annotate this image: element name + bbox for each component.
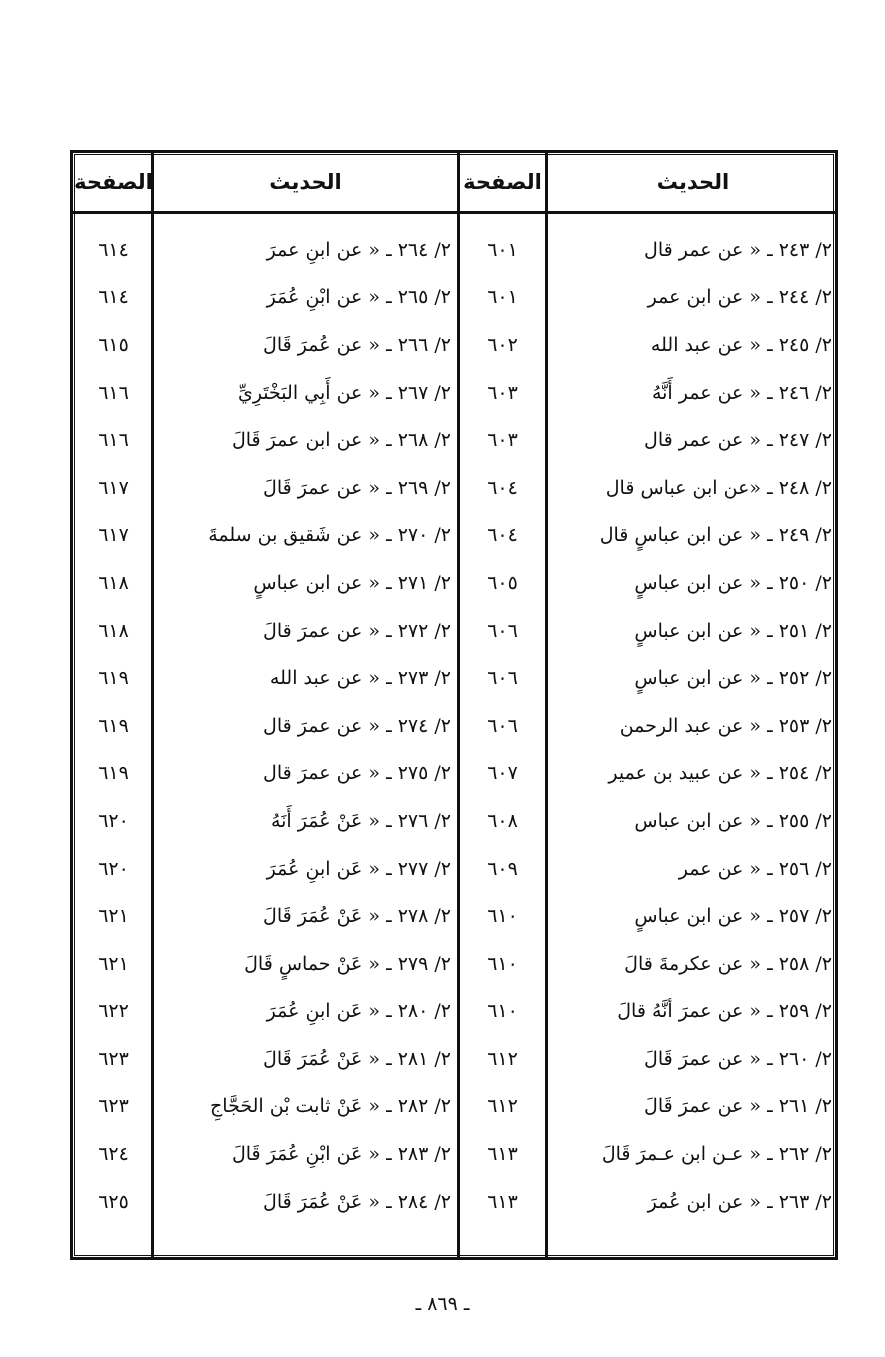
page-ref: ٦٠٦	[487, 667, 518, 690]
hadith-entry: ٢/ ٢٥٦ ـ « عن عمر	[678, 857, 832, 880]
page-ref: ٦٢١	[98, 952, 129, 975]
hadith-entry: ٢/ ٢٤٧ ـ « عن عمر قال	[644, 429, 832, 452]
header-left-page: الصفحة	[74, 170, 153, 194]
page-ref: ٦٠٨	[487, 809, 518, 832]
hadith-entry: ٢/ ٢٥١ ـ « عن ابن عباسٍ	[634, 619, 832, 642]
page-ref: ٦٠٧	[487, 762, 518, 785]
header-right-page: الصفحة	[463, 170, 542, 194]
page-ref: ٦٢٥	[98, 1190, 129, 1213]
page-ref: ٦٠١	[487, 238, 518, 261]
hadith-entry: ٢/ ٢٧١ ـ « عن ابن عباسٍ	[253, 571, 451, 594]
header-right-hadith: الحديث	[656, 170, 730, 194]
page-ref: ٦١٧	[98, 524, 129, 547]
page-ref: ٦٢٤	[98, 1143, 129, 1166]
hadith-entry: ٢/ ٢٥٩ ـ « عن عمرَ أنَّهُ قالَ	[617, 1000, 832, 1023]
hadith-entry: ٢/ ٢٦٠ ـ « عن عمرَ قَالَ	[644, 1047, 832, 1070]
page-ref: ٦٢٣	[98, 1047, 129, 1070]
hadith-entry: ٢/ ٢٧٠ ـ « عن شَقيق بن سلمةَ	[208, 524, 451, 547]
page-ref: ٦٠٦	[487, 619, 518, 642]
hadith-entry: ٢/ ٢٧٢ ـ « عن عمرَ قالَ	[263, 619, 451, 642]
page-ref: ٦١٢	[487, 1047, 518, 1070]
page-ref: ٦٢٣	[98, 1095, 129, 1118]
hadith-entry: ٢/ ٢٦٦ ـ « عن عُمرَ قَالَ	[263, 333, 451, 356]
hadith-entry: ٢/ ٢٦٧ ـ « عن أَبِي البَخْتَرِيِّ	[237, 381, 451, 404]
header-divider	[73, 211, 835, 214]
hadith-entry: ٢/ ٢٤٣ ـ « عن عمر قال	[644, 238, 832, 261]
index-table	[70, 150, 838, 1260]
hadith-entry: ٢/ ٢٧٩ ـ « عَنْ حماسٍ قَالَ	[244, 952, 451, 975]
page-ref: ٦٠٤	[487, 524, 518, 547]
page-ref: ٦١٨	[98, 619, 129, 642]
page-ref: ٦٠٣	[487, 429, 518, 452]
hadith-entry: ٢/ ٢٨٢ ـ « عَنْ ثابت بْن الحَجَّاجِ	[210, 1095, 451, 1118]
page-ref: ٦١٩	[98, 714, 129, 737]
hadith-entry: ٢/ ٢٨٣ ـ « عَن ابْنِ عُمَرَ قَالَ	[231, 1143, 451, 1166]
header-left-hadith: الحديث	[269, 170, 342, 194]
hadith-entry: ٢/ ٢٥٤ ـ « عن عبيد بن عمير	[608, 762, 832, 785]
page-ref: ٦١٥	[98, 333, 129, 356]
left-hadith-column	[154, 226, 451, 1225]
page-ref: ٦١٠	[487, 1000, 518, 1023]
page-ref: ٦١٨	[98, 571, 129, 594]
hadith-entry: ٢/ ٢٨٠ ـ « عَن ابنِ عُمَرَ	[266, 1000, 451, 1023]
hadith-entry: ٢/ ٢٦٨ ـ « عن ابن عمرَ قَالَ	[231, 429, 451, 452]
hadith-entry: ٢/ ٢٧٨ ـ « عَنْ عُمَرَ قَالَ	[263, 905, 451, 928]
hadith-entry: ٢/ ٢٨٤ ـ « عَنْ عُمَرَ قَالَ	[263, 1190, 451, 1213]
page-ref: ٦١٧	[98, 476, 129, 499]
page-ref: ٦٠٩	[487, 857, 518, 880]
hadith-entry: ٢/ ٢٨١ ـ « عَنْ عُمَرَ قَالَ	[263, 1047, 451, 1070]
right-page-column	[460, 226, 545, 1225]
right-hadith-column	[548, 226, 832, 1225]
page-ref: ٦٠٥	[487, 571, 518, 594]
page-number: ـ ٨٦٩ ـ	[415, 1293, 470, 1315]
page-ref: ٦٢٠	[98, 857, 129, 880]
hadith-entry: ٢/ ٢٤٤ ـ « عن ابن عمر	[647, 286, 832, 309]
hadith-entry: ٢/ ٢٤٦ ـ « عن عمر أَنَّهُ	[651, 381, 832, 404]
hadith-entry: ٢/ ٢٧٤ ـ « عن عمرَ قال	[263, 714, 451, 737]
page-ref: ٦١٦	[98, 429, 129, 452]
hadith-entry: ٢/ ٢٧٥ ـ « عن عمرَ قال	[263, 762, 451, 785]
hadith-entry: ٢/ ٢٧٦ ـ « عَنْ عُمَرَ أَنَهُ	[270, 809, 451, 832]
page-ref: ٦١٩	[98, 667, 129, 690]
hadith-entry: ٢/ ٢٥٥ ـ « عن ابن عباس	[634, 809, 832, 832]
hadith-entry: ٢/ ٢٥٠ ـ « عن ابن عباسٍ	[634, 571, 832, 594]
page-ref: ٦٢١	[98, 905, 129, 928]
hadith-entry: ٢/ ٢٧٣ ـ « عن عبد الله	[269, 667, 451, 690]
hadith-entry: ٢/ ٢٤٨ ـ «عن ابن عباس قال	[605, 476, 832, 499]
hadith-entry: ٢/ ٢٧٧ ـ « عَن ابنِ عُمَرَ	[266, 857, 451, 880]
page-ref: ٦٠٤	[487, 476, 518, 499]
page-ref: ٦١٣	[487, 1190, 518, 1213]
page-ref: ٦٠١	[487, 286, 518, 309]
page-ref: ٦١٣	[487, 1143, 518, 1166]
page-ref: ٦١٠	[487, 952, 518, 975]
page-ref: ٦١٤	[98, 286, 129, 309]
page-ref: ٦١٦	[98, 381, 129, 404]
hadith-entry: ٢/ ٢٥٧ ـ « عن ابن عباسٍ	[634, 905, 832, 928]
page-ref: ٦٠٣	[487, 381, 518, 404]
left-page-column	[76, 226, 151, 1225]
hadith-entry: ٢/ ٢٦٥ ـ « عن ابْنِ عُمَرَ	[266, 286, 451, 309]
page-ref: ٦١٢	[487, 1095, 518, 1118]
hadith-entry: ٢/ ٢٦٣ ـ « عن ابن عُمرَ	[647, 1190, 832, 1213]
hadith-entry: ٢/ ٢٦٤ ـ « عن ابنِ عمرَ	[266, 238, 451, 261]
hadith-entry: ٢/ ٢٤٩ ـ « عن ابن عباسٍ قال	[599, 524, 832, 547]
hadith-entry: ٢/ ٢٥٢ ـ « عن ابن عباسٍ	[634, 667, 832, 690]
page-ref: ٦٢٠	[98, 809, 129, 832]
hadith-entry: ٢/ ٢٦٩ ـ « عن عمرَ قَالَ	[263, 476, 451, 499]
hadith-entry: ٢/ ٢٦١ ـ « عن عمرَ قَالَ	[644, 1095, 832, 1118]
page-ref: ٦١٤	[98, 238, 129, 261]
hadith-entry: ٢/ ٢٥٣ ـ « عن عبد الرحمن	[619, 714, 832, 737]
page-ref: ٦١٩	[98, 762, 129, 785]
hadith-entry: ٢/ ٢٤٥ ـ « عن عبد الله	[650, 333, 832, 356]
hadith-entry: ٢/ ٢٦٢ ـ « عـن ابن عـمرَ قَالَ	[601, 1143, 832, 1166]
page-ref: ٦٢٢	[98, 1000, 129, 1023]
page-ref: ٦١٠	[487, 905, 518, 928]
page-ref: ٦٠٦	[487, 714, 518, 737]
page-ref: ٦٠٢	[487, 333, 518, 356]
hadith-entry: ٢/ ٢٥٨ ـ « عن عكرمةَ قالَ	[624, 952, 832, 975]
